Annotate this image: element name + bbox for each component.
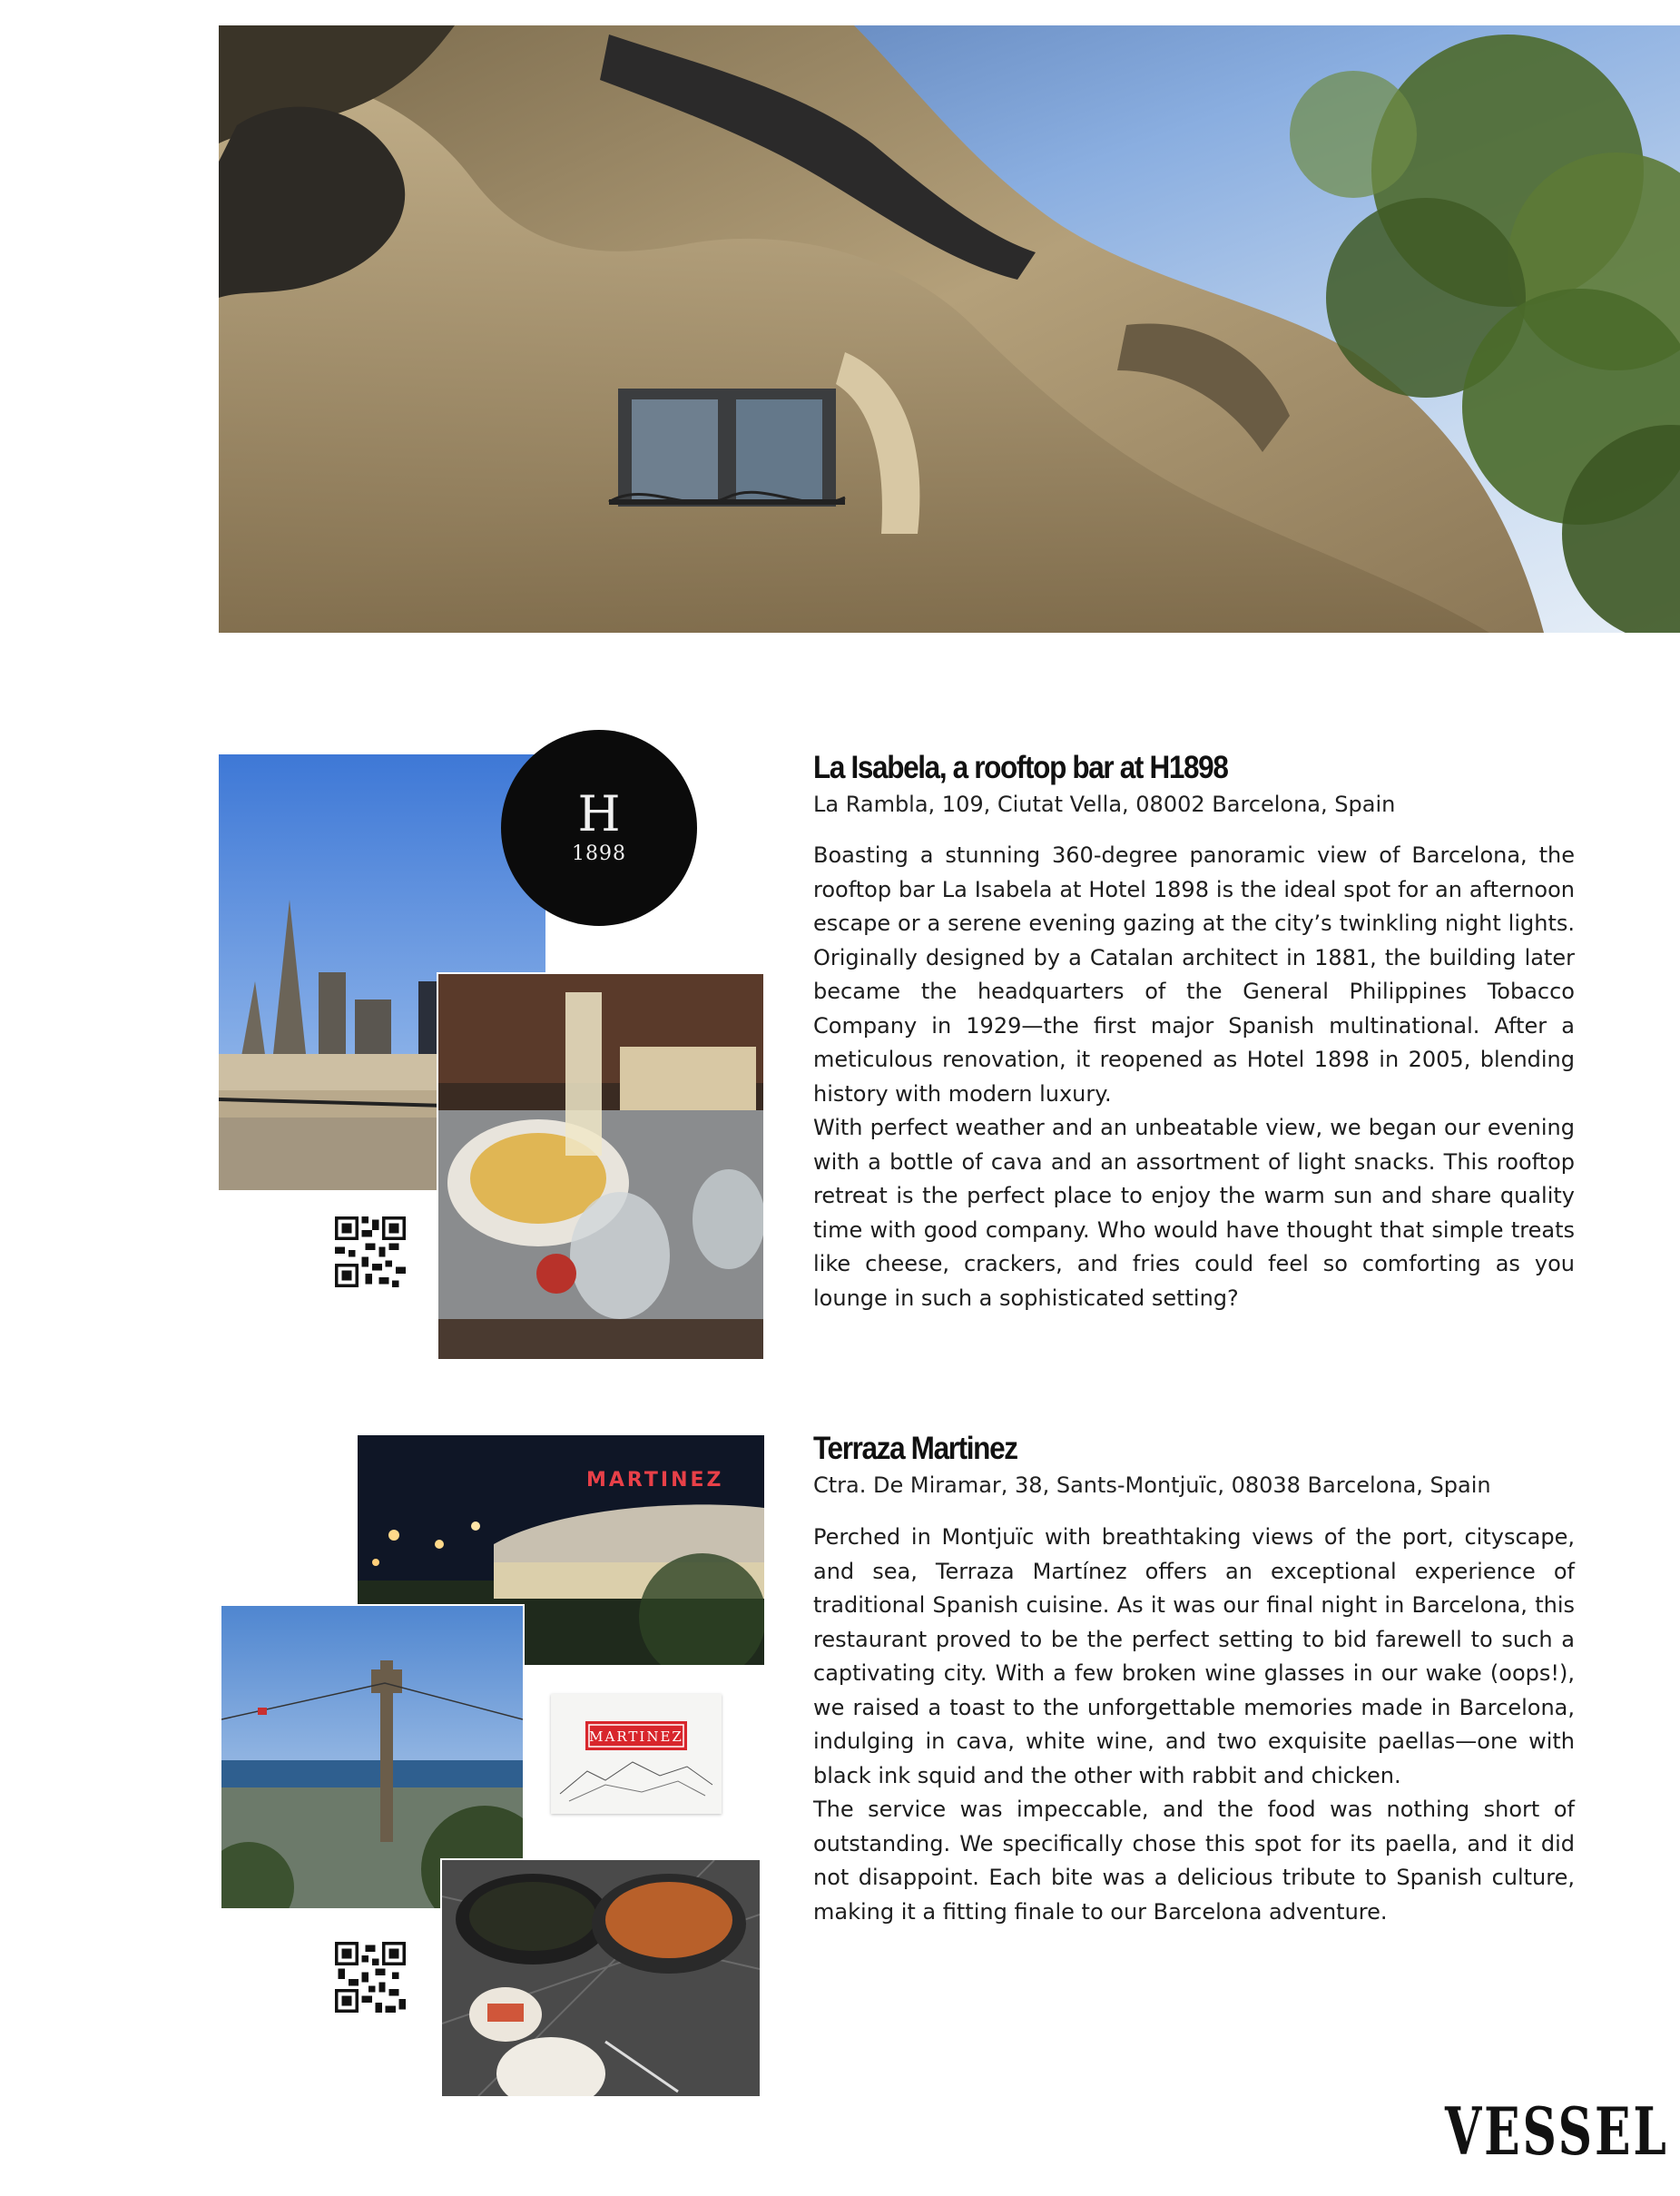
logo-year: 1898 xyxy=(572,842,626,865)
paragraph: The service was impeccable, and the food was nothing short of outstanding. We specifically chose this spot for its paella, and it did not disappoint. Each bite was a delicious tribute to Spanish culture, making it a fitting finale to our Barcelona adventure. xyxy=(813,1797,1575,1925)
photo-martinez-card xyxy=(551,1694,722,1814)
section-title-la-isabela: La Isabela, a rooftop bar at H1898 xyxy=(813,750,1228,785)
h1898-logo xyxy=(501,730,697,926)
hero-photo-casa-mila xyxy=(219,25,1680,633)
paragraph: Perched in Montjuïc with breathtaking views of the port, cityscape, and sea, Terraza Martínez offers an exceptional experience of traditional Spanish cuisine. As it was our final night in Barcelona, this restaurant proved to be the perfect setting to bid farewell to such a captivating city. With a few broken wine glasses in our wake (oops!), we raised a toast to the unforgettable memories made in Barcelona, indulging in cava, white wine, and two exquisite paellas—one with black ink squid and the other with rabbit and chicken. xyxy=(813,1524,1575,1788)
section-title-terraza-martinez: Terraza Martinez xyxy=(813,1431,1017,1466)
logo-letter: H xyxy=(577,785,621,842)
photo-cava-and-fries xyxy=(437,972,765,1361)
photo-paellas-table xyxy=(440,1858,761,2098)
qr-code-terraza-martinez[interactable] xyxy=(335,1942,406,2013)
address-la-isabela: La Rambla, 109, Ciutat Vella, 08002 Barcelona, Spain xyxy=(813,792,1396,817)
martinez-neon-sign: MARTINEZ xyxy=(586,1469,724,1492)
paragraph: With perfect weather and an unbeatable view, we began our evening with a bottle of cava and an assortment of light snacks. This rooftop retreat is the perfect place to enjoy the warm sun and share quality time with good company. Who would have thought that simple treats like cheese, crackers, and fries could feel so comforting as you lounge in such a sophisticated setting? xyxy=(813,1115,1575,1311)
vessel-brand-logo: VESSEL xyxy=(1445,2093,1669,2170)
body-terraza-martinez xyxy=(813,1521,1575,1929)
address-terraza-martinez: Ctra. De Miramar, 38, Sants-Montjuïc, 08038 Barcelona, Spain xyxy=(813,1472,1491,1498)
body-la-isabela xyxy=(813,839,1575,1315)
qr-code-la-isabela[interactable] xyxy=(335,1216,406,1287)
paragraph: Boasting a stunning 360-degree panoramic view of Barcelona, the rooftop bar La Isabela at Hotel 1898 is the ideal spot for an afternoon escape or a serene evening gazing at the city’s twinkling night lights. Originally designed by a Catalan architect in 1881, the building later became the headquarters of the General Philippines Tobacco Company in 1929—the first major Spanish multinational. After a meticulous renovation, it reopened as Hotel 1898 in 2005, blending history with modern luxury. xyxy=(813,842,1575,1107)
martinez-card-logo: MARTINEZ xyxy=(589,1728,683,1745)
